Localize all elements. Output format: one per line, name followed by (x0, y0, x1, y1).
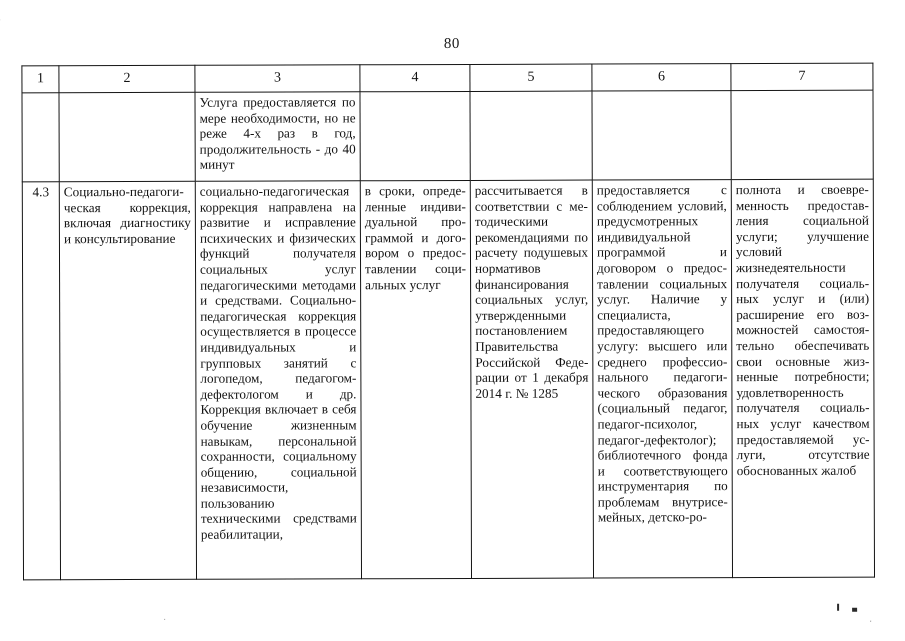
cell-r0-c1 (22, 93, 59, 182)
scan-artifact (870, 621, 871, 622)
page-number: 80 (0, 35, 904, 55)
cell-r1-c6 (592, 180, 732, 578)
column-header-6: 6 (592, 64, 731, 91)
cell-r0-c6 (592, 91, 731, 180)
cell-text: в сроки, определенные индивидуальной программой и договором о предоставлении социальных услуг (365, 183, 466, 292)
cell-r0-c2 (59, 92, 195, 181)
cell-r1-c7 (731, 179, 874, 577)
table-row (22, 179, 874, 580)
cell-r1-c3 (195, 181, 361, 580)
table-row (22, 90, 873, 182)
scan-artifact (164, 619, 165, 620)
scan-artifact (837, 604, 839, 611)
cell-r0-c7 (731, 90, 873, 179)
table-header-row (22, 63, 873, 93)
cell-r0-c5 (470, 91, 592, 180)
cell-r0-c3 (195, 92, 360, 182)
cell-r1-c1: 4.3 (22, 182, 60, 580)
cell-text: предоставляется с соблюдением условий, предусмотренных индивидуальной программой и договором о предоставлении социальных услуг. Наличие у специалиста, предоставляющего услугу: высшего или среднего профессионального педагогического образования (социальный педагог, педагог-психолог, педагог-дефектолог); библиотечного фонда и соответствующего инструментария по проблемам внутрисемейных, детско-ро- (597, 182, 728, 525)
scan-artifact (852, 608, 857, 612)
cell-text: социально-педагогическая коррекция направлена на развитие и исправление психических и физических функций получателя социальных услуг педагогическими методами и средствами. Социально-педагогическая коррекция осуществляется в процессе индивидуальных и групповых занятий с логопедом, педагогом-дефектологом и др. Коррекция включает в себя обучение жизненным навыкам, персональной сохранности, социальному общению, социальной независимости, пользованию техническими средствами реабилитации, (200, 183, 357, 542)
cell-r1-c2 (59, 181, 196, 579)
column-header-2: 2 (59, 65, 195, 92)
cell-text: Социально-педагогическая коррекция, включая диагностику и консультирование (64, 184, 191, 247)
cell-text: полнота и своевременность предоставления социальной услуги; улучшение условий жизнедеятельности получателя социальных услуг и (или) расширение его возможностей самостоятельно обеспечивать свои основные жизненные потребности; удовлетворенность получателя социальных услуг качеством предоставляемой услуги, отсутствие обоснованных жалоб (736, 182, 870, 479)
column-header-3: 3 (195, 65, 360, 93)
services-table (21, 63, 875, 581)
column-header-5: 5 (470, 64, 592, 91)
column-header-7: 7 (731, 63, 873, 90)
cell-text: Услуга предоставляется по мере необходимости, но не реже 4-х раз в год, продолжительность - до 40 минут (199, 94, 355, 172)
cell-r1-c5 (470, 180, 593, 578)
cell-r0-c4 (360, 91, 470, 180)
cell-text: рассчитывается в соответствии с методическими рекомендациями по расчету подушевых нормативов финансирования социальных услуг, утвержденными постановлением Правительства Российской Федерации от 1 декабря 2014 г. № 1285 (475, 183, 589, 402)
column-header-1: 1 (22, 66, 59, 93)
column-header-4: 4 (360, 64, 470, 91)
cell-r1-c4 (360, 180, 471, 578)
